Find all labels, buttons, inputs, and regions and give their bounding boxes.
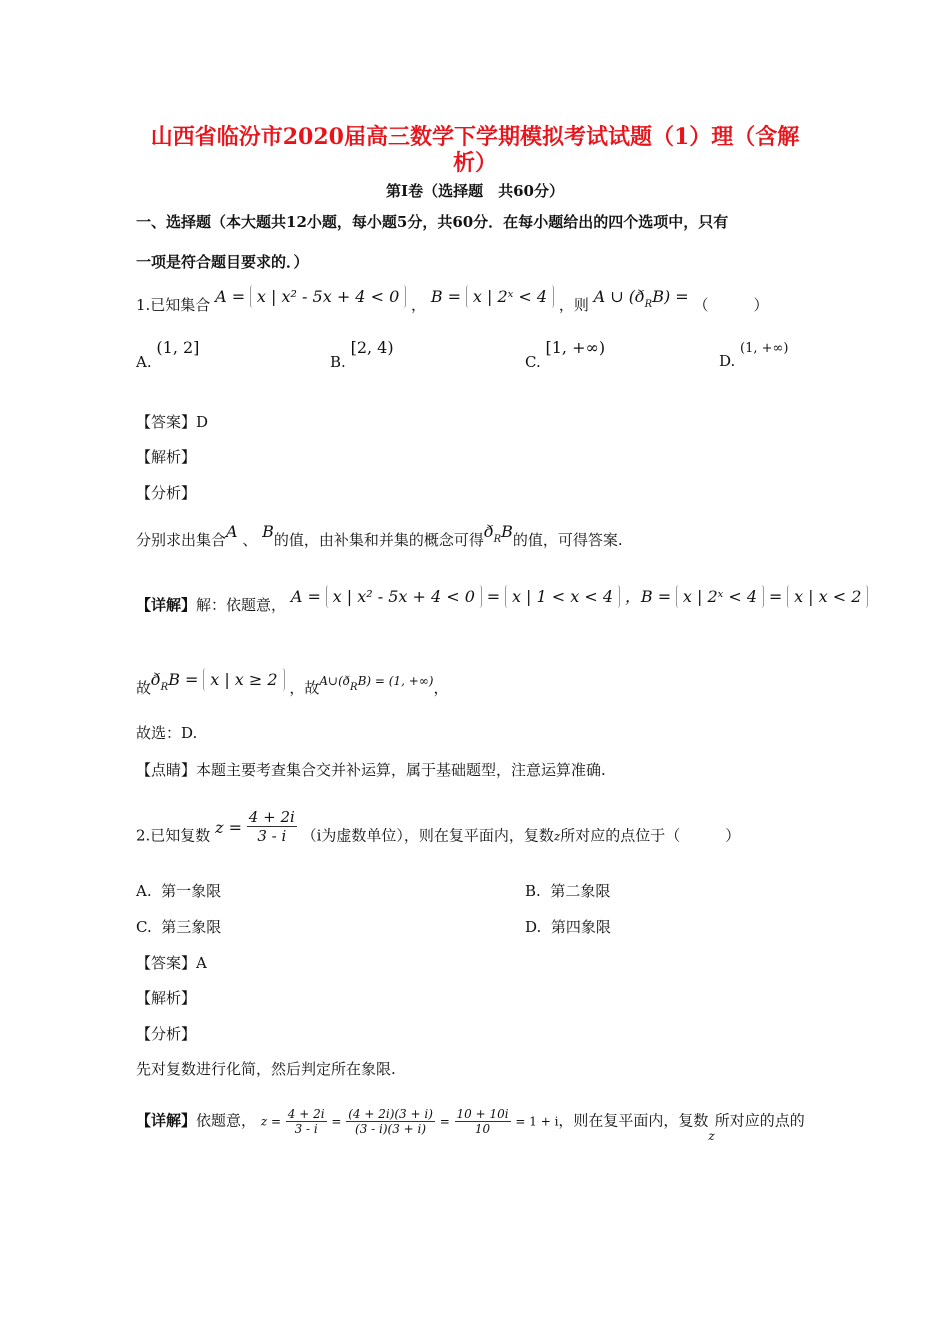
q1-answer: 【答案】D bbox=[136, 413, 209, 431]
q2-option-c: C. 第三象限 bbox=[136, 918, 222, 936]
q1-expr: A ∪ $(ð_RB)$ = bbox=[593, 287, 689, 310]
q1-option-b: B. [2, 4) bbox=[330, 338, 394, 371]
q1-sep: ， bbox=[411, 296, 427, 314]
q1-detail: 【详解】解：依题意， A = x | x² - 5x + 4 < 0 = x | 1 < x < 4 ，B = x | 2ˣ < 4 = x | x < 2 bbox=[136, 592, 868, 616]
document-title-line1: 山西省临汾市2020届高三数学下学期模拟考试试题（1）理（含解 bbox=[150, 124, 800, 150]
section-heading-line1: 一、选择题（本大题共12小题，每小题5分，共60分．在每小题给出的四个选项中，只有 bbox=[136, 213, 729, 231]
section-heading-line2: 一项是符合题目要求的．） bbox=[136, 253, 309, 271]
q1-A-label: A = bbox=[215, 287, 246, 306]
q2-option-b: B. 第二象限 bbox=[525, 882, 611, 900]
q1-fenxi-label: 【分析】 bbox=[136, 484, 197, 502]
part-heading: 第Ⅰ卷（选择题 共60分） bbox=[386, 182, 564, 200]
question-2-stem: 2.已知复数 z = $\frac{4 + 2i}{3 - i}$ （i为虚数单位），则在复平面内，复数z所对应的点位于（ ） bbox=[136, 808, 741, 845]
q1-B-set: x | 2ˣ < 4 bbox=[466, 285, 554, 308]
q2-detail: 【详解】依题意， z = $\frac{4 + 2i}{3 - i}$ = $\frac{(4 + 2i)(3 + i)}{(3 - i)(3 + i)}$ = $\frac{10 + 10i}{10}$ = 1 + i，则在复平面内，复数$_z$所对应的点的 bbox=[136, 1107, 805, 1143]
q2-option-d: D. 第四象限 bbox=[525, 918, 611, 936]
q1-analysis-label: 【解析】 bbox=[136, 448, 197, 466]
q1-option-c: C. [1, +∞) bbox=[525, 338, 606, 371]
q1-then: ，则 bbox=[558, 296, 589, 314]
q2-answer: 【答案】A bbox=[136, 954, 207, 972]
q1-prefix: 1.已知集合 bbox=[136, 296, 211, 314]
q2-fenxi-label: 【分析】 bbox=[136, 1025, 197, 1043]
q1-A-set: x | x² - 5x + 4 < 0 bbox=[250, 285, 406, 308]
q1-fenxi-text: 分别求出集合A 、 B的值，由补集和并集的概念可得$ð_RB$的值，可得答案. bbox=[136, 522, 623, 549]
q2-analysis-label: 【解析】 bbox=[136, 989, 197, 1007]
q2-fenxi-text: 先对复数进行化简，然后判定所在象限. bbox=[136, 1060, 396, 1078]
question-1-stem bbox=[136, 287, 769, 316]
q1-conclusion: 故$ð_RB = x$ | x ≥ 2 ，故$^{A\cup(ð_RB) = (1, +\infty)}$， bbox=[136, 670, 449, 697]
q1-B-label: B = bbox=[430, 287, 462, 306]
q1-choose: 故选：D. bbox=[136, 724, 198, 742]
q1-option-d: D. (1, +∞) bbox=[719, 341, 789, 370]
q1-comment: 【点睛】本题主要考查集合交并补运算，属于基础题型，注意运算准确. bbox=[136, 761, 606, 779]
document-title-line2: 析） bbox=[452, 150, 497, 176]
q1-blank: （ ） bbox=[693, 296, 769, 314]
q1-option-a: A. (1, 2] bbox=[136, 338, 200, 371]
q2-option-a: A. 第一象限 bbox=[136, 882, 222, 900]
